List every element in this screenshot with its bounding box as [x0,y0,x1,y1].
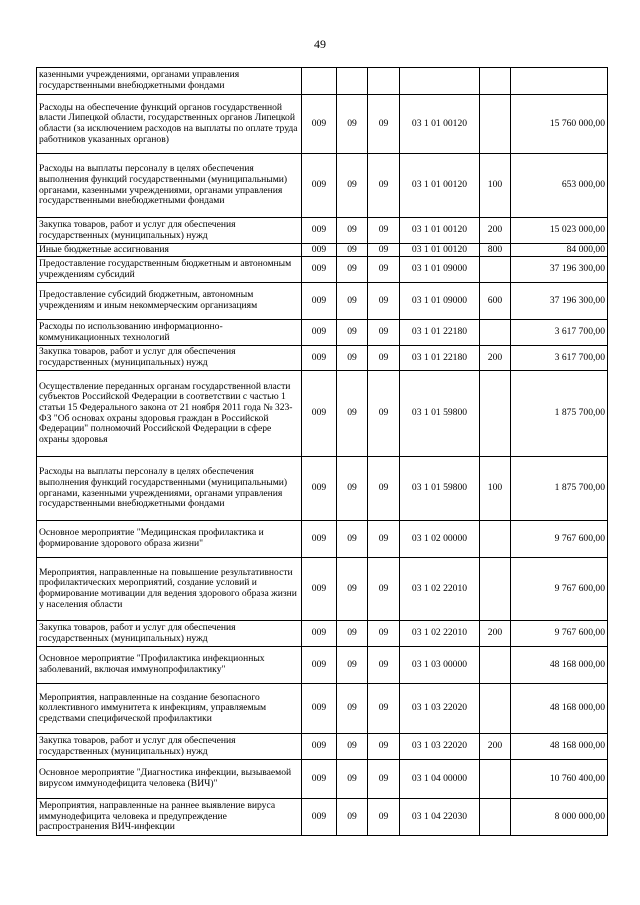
cell-amount: 1 875 700,00 [511,457,608,521]
cell-amount: 48 168 000,00 [511,647,608,684]
table-row [37,647,608,684]
cell-grbs: 009 [302,521,337,558]
cell-grbs: 009 [302,760,337,799]
cell-razdel: 09 [337,244,368,257]
cell-expense-type [480,68,511,95]
cell-razdel: 09 [337,457,368,521]
cell-grbs: 009 [302,799,337,836]
cell-expense-type [480,521,511,558]
table-row [37,244,608,257]
cell-name: Расходы на обеспечение функций органов государственной власти Липецкой области, государственных органов Липецкой области (за исключением расходов на выплаты по оплате труда работников указанных органов) [37,95,302,154]
cell-name: Закупка товаров, работ и услуг для обеспечения государственных (муниципальных) нужд [37,346,302,371]
cell-amount: 84 000,00 [511,244,608,257]
cell-grbs: 009 [302,320,337,346]
cell-podrazdel: 09 [368,734,400,760]
cell-expense-type [480,760,511,799]
cell-grbs: 009 [302,257,337,283]
cell-razdel: 09 [337,346,368,371]
cell-target-article: 03 1 01 00120 [400,154,480,218]
cell-grbs: 009 [302,684,337,734]
cell-razdel [337,68,368,95]
cell-amount: 15 023 000,00 [511,218,608,244]
budget-table [36,67,608,836]
cell-podrazdel: 09 [368,218,400,244]
table-row [37,684,608,734]
cell-razdel: 09 [337,95,368,154]
cell-amount: 8 000 000,00 [511,799,608,836]
table-row [37,734,608,760]
cell-target-article: 03 1 04 00000 [400,760,480,799]
cell-amount: 9 767 600,00 [511,621,608,647]
cell-podrazdel: 09 [368,799,400,836]
table-row [37,346,608,371]
cell-amount: 9 767 600,00 [511,558,608,621]
cell-razdel: 09 [337,154,368,218]
table-row [37,799,608,836]
cell-razdel: 09 [337,558,368,621]
table-row [37,621,608,647]
cell-podrazdel: 09 [368,320,400,346]
cell-podrazdel: 09 [368,558,400,621]
cell-name: Основное мероприятие "Профилактика инфекционных заболеваний, включая иммунопрофилактику" [37,647,302,684]
cell-target-article: 03 1 01 22180 [400,346,480,371]
cell-grbs: 009 [302,457,337,521]
table-row [37,457,608,521]
cell-expense-type [480,647,511,684]
table-row [37,218,608,244]
cell-target-article: 03 1 01 22180 [400,320,480,346]
cell-grbs: 009 [302,647,337,684]
cell-razdel: 09 [337,760,368,799]
cell-target-article: 03 1 01 59800 [400,371,480,457]
cell-podrazdel: 09 [368,621,400,647]
cell-target-article: 03 1 01 59800 [400,457,480,521]
cell-name: Закупка товаров, работ и услуг для обеспечения государственных (муниципальных) нужд [37,218,302,244]
cell-razdel: 09 [337,621,368,647]
cell-expense-type: 200 [480,346,511,371]
cell-name: Закупка товаров, работ и услуг для обеспечения государственных (муниципальных) нужд [37,734,302,760]
cell-grbs: 009 [302,371,337,457]
cell-expense-type: 200 [480,621,511,647]
table-row [37,68,608,95]
cell-razdel: 09 [337,521,368,558]
cell-expense-type: 100 [480,154,511,218]
cell-razdel: 09 [337,799,368,836]
cell-name: Основное мероприятие "Диагностика инфекции, вызываемой вирусом иммунодефицита человека (ВИЧ)" [37,760,302,799]
cell-podrazdel: 09 [368,647,400,684]
cell-grbs: 009 [302,244,337,257]
cell-name: казенными учреждениями, органами управления государственными внебюджетными фондами [37,68,302,95]
cell-expense-type [480,320,511,346]
cell-target-article: 03 1 01 09000 [400,283,480,320]
cell-podrazdel: 09 [368,154,400,218]
cell-expense-type [480,558,511,621]
cell-expense-type: 200 [480,218,511,244]
cell-amount [511,68,608,95]
cell-expense-type: 200 [480,734,511,760]
cell-name: Предоставление субсидий бюджетным, автономным учреждениям и иным некоммерческим организациям [37,283,302,320]
cell-target-article: 03 1 01 00120 [400,218,480,244]
cell-grbs: 009 [302,218,337,244]
cell-name: Основное мероприятие "Медицинская профилактика и формирование здорового образа жизни" [37,521,302,558]
cell-target-article: 03 1 03 22020 [400,734,480,760]
cell-expense-type [480,257,511,283]
cell-name: Закупка товаров, работ и услуг для обеспечения государственных (муниципальных) нужд [37,621,302,647]
cell-grbs: 009 [302,346,337,371]
table-row [37,95,608,154]
cell-podrazdel: 09 [368,457,400,521]
cell-target-article [400,68,480,95]
cell-target-article: 03 1 04 22030 [400,799,480,836]
cell-podrazdel [368,68,400,95]
cell-expense-type: 100 [480,457,511,521]
cell-razdel: 09 [337,218,368,244]
cell-target-article: 03 1 03 00000 [400,647,480,684]
table-row [37,760,608,799]
cell-podrazdel: 09 [368,684,400,734]
cell-amount: 15 760 000,00 [511,95,608,154]
cell-razdel: 09 [337,734,368,760]
cell-amount: 48 168 000,00 [511,684,608,734]
cell-name: Осуществление переданных органам государственной власти субъектов Российской Федерации в соответствии с частью 1 статьи 15 Федерального закона от 21 ноября 2011 года № 323-ФЗ "Об основах охраны здоровья граждан в Российской Федерации" полномочий Российской Федерации в сфере охраны здоровья [37,371,302,457]
cell-name: Иные бюджетные ассигнования [37,244,302,257]
cell-expense-type [480,684,511,734]
cell-podrazdel: 09 [368,283,400,320]
cell-amount: 48 168 000,00 [511,734,608,760]
cell-grbs: 009 [302,558,337,621]
cell-target-article: 03 1 02 00000 [400,521,480,558]
cell-name: Мероприятия, направленные на повышение результативности профилактических мероприятий, создание условий и формирование мотивации для ведения здорового образа жизни у населения области [37,558,302,621]
table-row [37,257,608,283]
table-row [37,371,608,457]
cell-grbs: 009 [302,283,337,320]
cell-amount: 3 617 700,00 [511,346,608,371]
cell-podrazdel: 09 [368,257,400,283]
table-row [37,558,608,621]
cell-podrazdel: 09 [368,346,400,371]
cell-razdel: 09 [337,684,368,734]
cell-target-article: 03 1 02 22010 [400,558,480,621]
cell-amount: 37 196 300,00 [511,257,608,283]
cell-podrazdel: 09 [368,760,400,799]
cell-podrazdel: 09 [368,371,400,457]
cell-amount: 9 767 600,00 [511,521,608,558]
cell-expense-type [480,371,511,457]
cell-podrazdel: 09 [368,521,400,558]
cell-podrazdel: 09 [368,244,400,257]
cell-expense-type [480,799,511,836]
cell-target-article: 03 1 03 22020 [400,684,480,734]
cell-name: Расходы по использованию информационно-коммуникационных технологий [37,320,302,346]
cell-target-article: 03 1 01 00120 [400,244,480,257]
cell-grbs: 009 [302,621,337,647]
cell-name: Расходы на выплаты персоналу в целях обеспечения выполнения функций государственными (муниципальными) органами, казенными учреждениями, органами управления государственными внебюджетными фондами [37,457,302,521]
cell-amount: 653 000,00 [511,154,608,218]
table-row [37,283,608,320]
cell-razdel: 09 [337,257,368,283]
cell-name: Мероприятия, направленные на раннее выявление вируса иммунодефицита человека и предупреждение распространения ВИЧ-инфекции [37,799,302,836]
cell-grbs: 009 [302,154,337,218]
cell-expense-type [480,95,511,154]
cell-expense-type: 600 [480,283,511,320]
cell-amount: 37 196 300,00 [511,283,608,320]
table-row [37,320,608,346]
cell-name: Расходы на выплаты персоналу в целях обеспечения выполнения функций государственными (муниципальными) органами, казенными учреждениями, органами управления государственными внебюджетными фондами [37,154,302,218]
cell-razdel: 09 [337,647,368,684]
cell-expense-type: 800 [480,244,511,257]
cell-name: Мероприятия, направленные на создание безопасного коллективного иммунитета к инфекциям, управляемым средствами специфической профилактики [37,684,302,734]
cell-razdel: 09 [337,283,368,320]
cell-name: Предоставление государственным бюджетным и автономным учреждениям субсидий [37,257,302,283]
cell-target-article: 03 1 01 00120 [400,95,480,154]
cell-target-article: 03 1 02 22010 [400,621,480,647]
cell-grbs: 009 [302,734,337,760]
cell-target-article: 03 1 01 09000 [400,257,480,283]
cell-podrazdel: 09 [368,95,400,154]
page-number: 49 [314,37,326,51]
cell-amount: 10 760 400,00 [511,760,608,799]
cell-amount: 3 617 700,00 [511,320,608,346]
table-row [37,154,608,218]
table-row [37,521,608,558]
cell-amount: 1 875 700,00 [511,371,608,457]
cell-grbs: 009 [302,95,337,154]
cell-grbs [302,68,337,95]
cell-razdel: 09 [337,320,368,346]
cell-razdel: 09 [337,371,368,457]
